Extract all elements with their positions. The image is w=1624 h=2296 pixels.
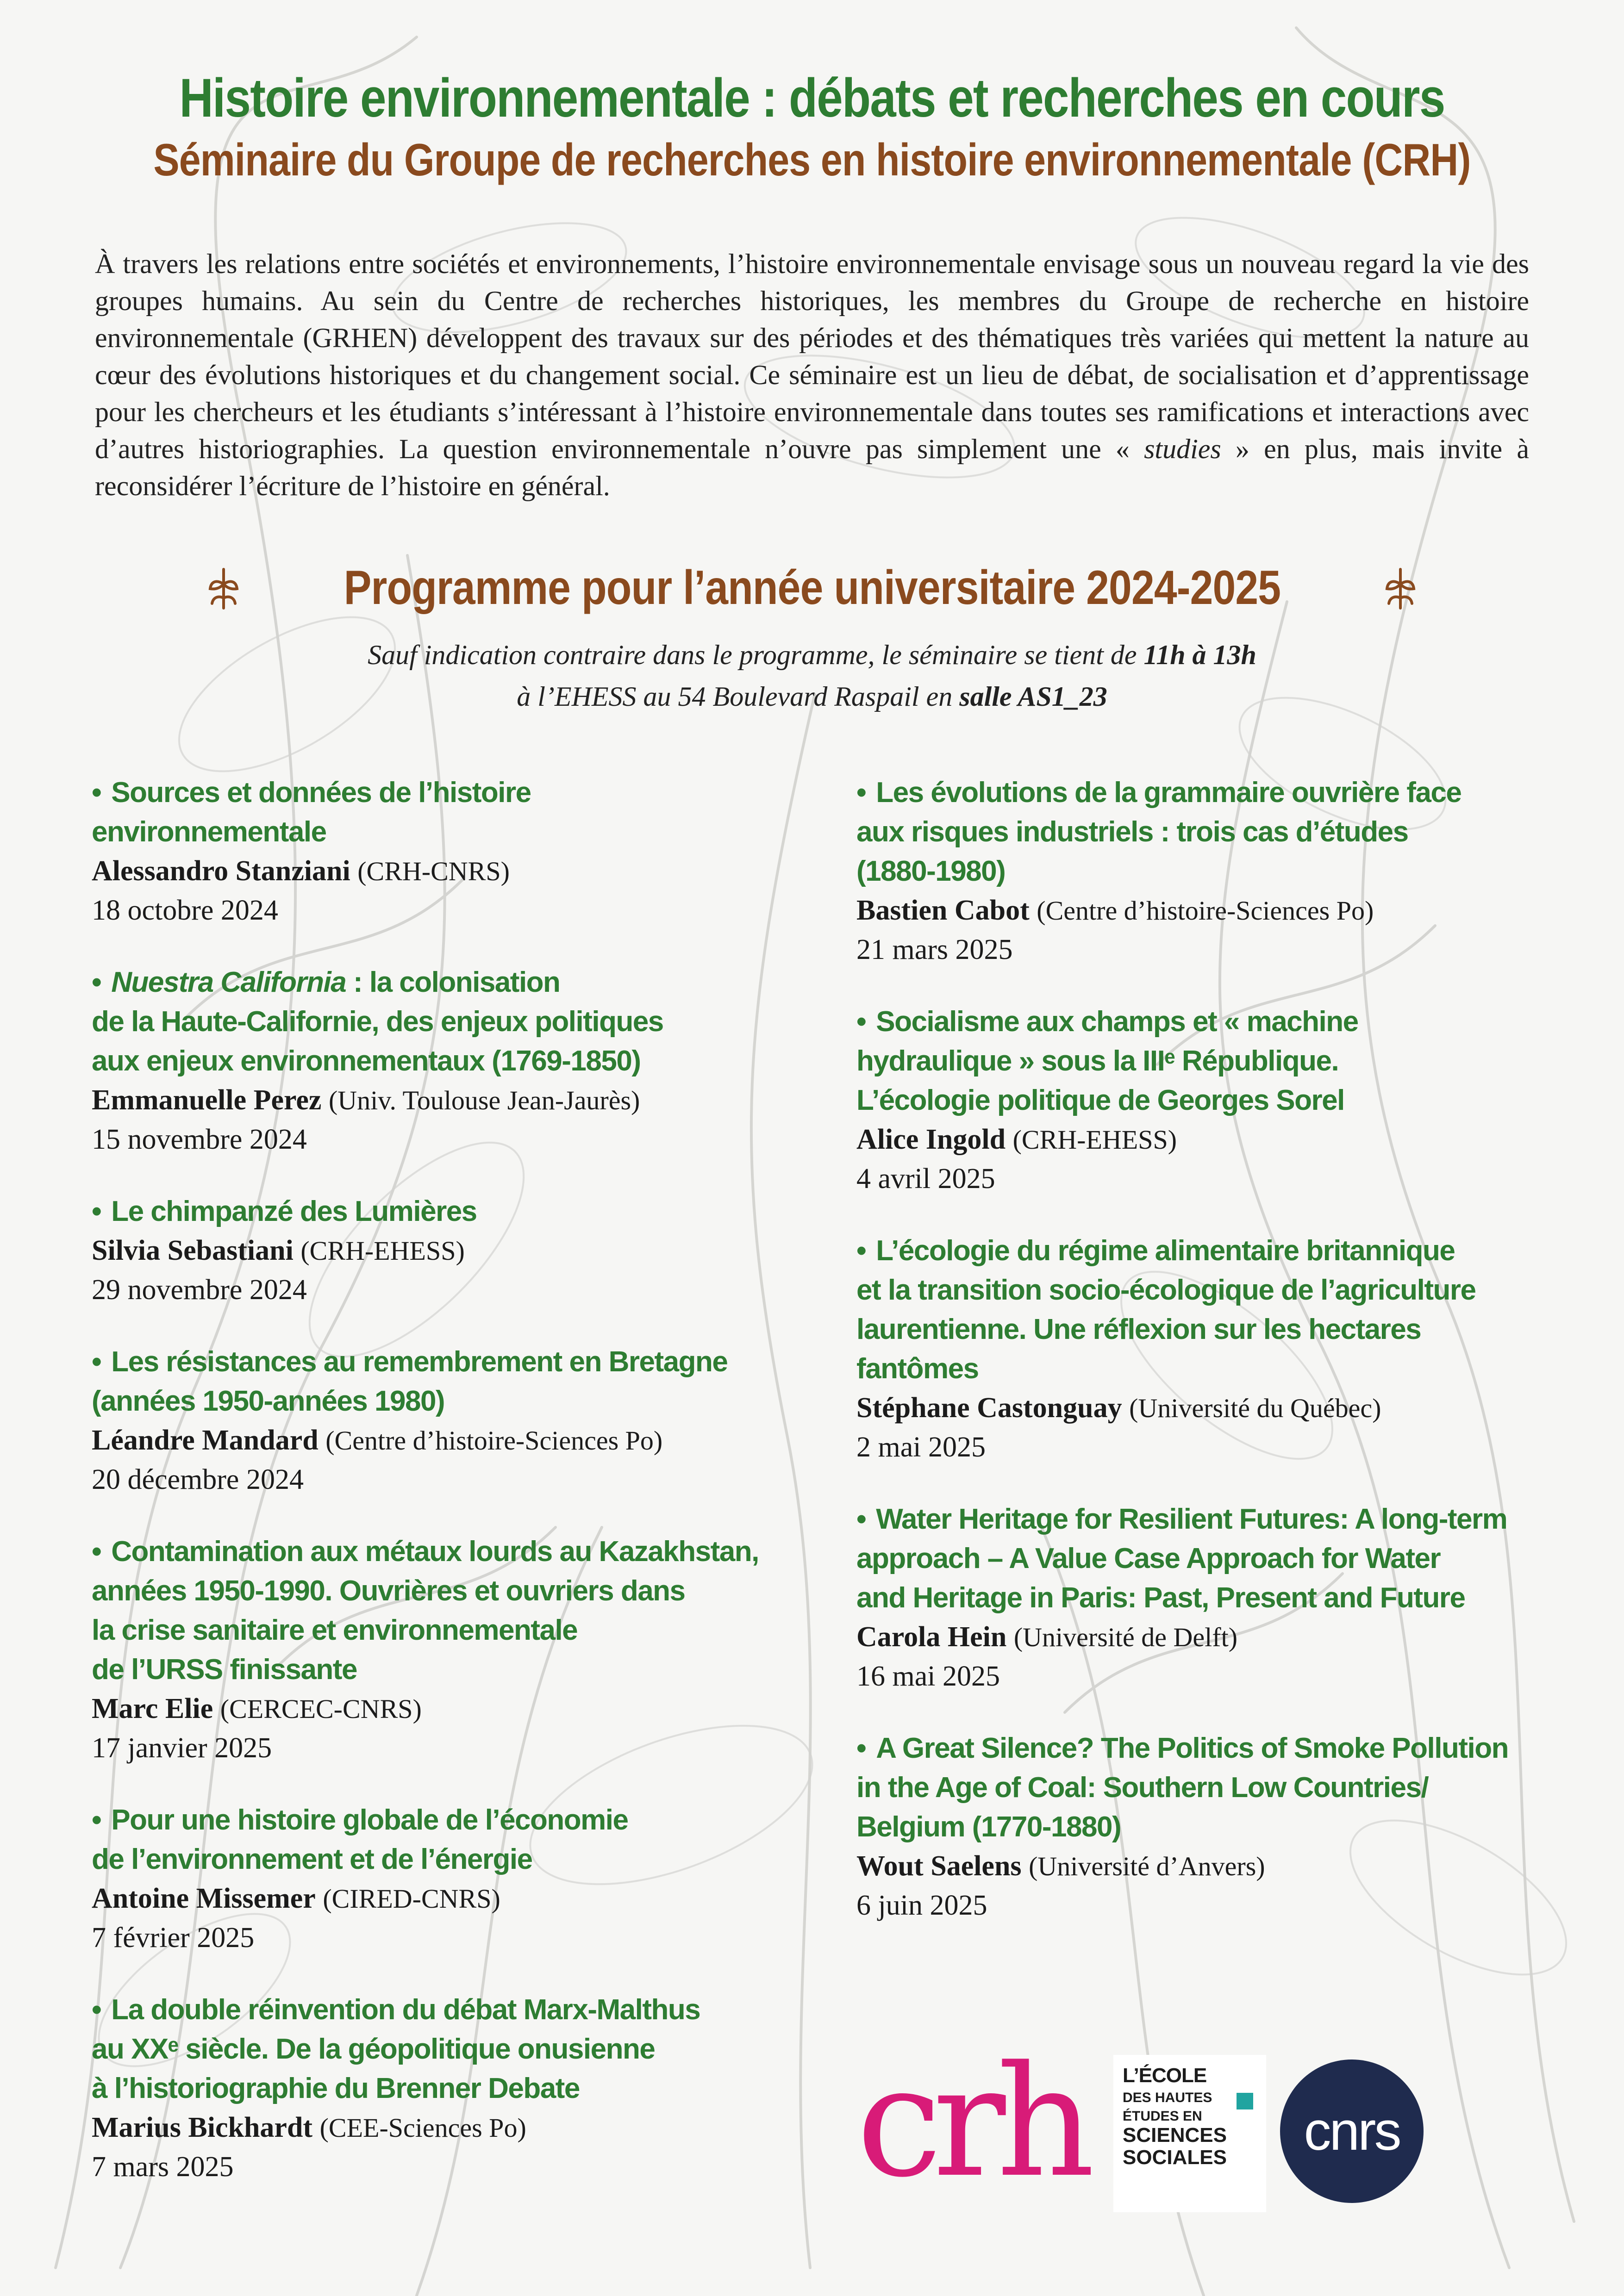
- seminar-title-text: Water Heritage for Resilient Futures: A long-term approach – A Value Case Approach for Water and Heritage in Paris: Past, Present and Future: [856, 1503, 1507, 1614]
- seminar-title: [856, 1729, 1579, 1847]
- schedule-location-text: à l’EHESS au 54 Boulevard Raspail en: [517, 681, 960, 712]
- seminar-date: 4 avril 2025: [856, 1163, 995, 1195]
- speaker-affiliation: (CEE-Sciences Po): [319, 2113, 526, 2143]
- seminar-title-text: Les résistances au remembrement en Bretagne (années 1950-années 1980): [92, 1346, 728, 1417]
- speaker-affiliation: (CERCEC-CNRS): [220, 1694, 422, 1724]
- seminar-date: 7 février 2025: [92, 1922, 255, 1954]
- ehess-logo-line: L’ÉCOLE: [1123, 2064, 1207, 2087]
- seminar-title-text: L’écologie du régime alimentaire britannique et la transition socio-écologique de l’agriculture laurentienne. Une réflexion sur les hectares fantômes: [856, 1235, 1476, 1385]
- seminar-title: [92, 1342, 814, 1421]
- seminar-speaker: [856, 1847, 1579, 1886]
- seminar-title: [856, 1231, 1579, 1388]
- page-title: Histoire environnementale : débats et recherches en cours: [179, 68, 1445, 129]
- seminar-date: 20 décembre 2024: [92, 1464, 304, 1495]
- programme-title: Programme pour l’année universitaire 2024-2025: [344, 560, 1280, 615]
- bullet-icon: •: [856, 777, 866, 809]
- seminar-title: [856, 773, 1579, 891]
- ehess-logo-line: ÉTUDES EN: [1123, 2109, 1202, 2124]
- speaker-affiliation: (Centre d’histoire-Sciences Po): [1037, 896, 1374, 926]
- seminar-title: [92, 1532, 814, 1689]
- seminar-entry: [92, 773, 814, 930]
- seminar-date: 18 octobre 2024: [92, 895, 278, 926]
- ehess-square-icon: [1237, 2093, 1253, 2109]
- partner-logos: [856, 2033, 1505, 2231]
- seminar-entry: [92, 1532, 814, 1768]
- ehess-logo: [1113, 2055, 1266, 2212]
- speaker-name: Silvia Sebastiani: [92, 1235, 294, 1266]
- seminar-speaker: [856, 891, 1579, 930]
- seminar-title: [92, 773, 814, 852]
- seminar-speaker: [92, 852, 814, 891]
- seminar-speaker: [856, 1618, 1579, 1657]
- seminar-speaker: [856, 1388, 1579, 1428]
- seminar-title-text: A Great Silence? The Politics of Smoke Pollution in the Age of Coal: Southern Low Countries/ Belgium (1770-1880): [856, 1732, 1508, 1843]
- bullet-icon: •: [856, 1235, 866, 1267]
- bullet-icon: •: [856, 1732, 866, 1764]
- seminar-title-text: Pour une histoire globale de l’économie de l’environnement et de l’énergie: [92, 1804, 628, 1875]
- cnrs-logo: cnrs: [1280, 2060, 1424, 2203]
- ehess-logo-line: DES HAUTES: [1123, 2090, 1212, 2105]
- speaker-name: Carola Hein: [856, 1621, 1007, 1653]
- seminar-title-text: Le chimpanzé des Lumières: [111, 1195, 477, 1227]
- seminar-title-italic: Nuestra California: [111, 966, 346, 998]
- seminar-speaker: [92, 1689, 814, 1729]
- seminar-date: 16 mai 2025: [856, 1661, 1000, 1692]
- seminar-title-text: Socialisme aux champs et « machine hydraulique » sous la IIIᵉ République. L’écologie politique de Georges Sorel: [856, 1006, 1358, 1116]
- intro-text-start: À travers les relations entre sociétés et environnements, l’histoire environnementale envisage sous un nouveau regard la vie des groupes humains. Au sein du Centre de recherches historiques, les membres du Groupe de recherche en histoire environnementale (GRHEN) développent des travaux sur des périodes et des thématiques très variées qui mettent la nature au cœur des évolutions historiques et du changement social. Ce séminaire est un lieu de débat, de socialisation et d’apprentissage pour les chercheurs et les étudiants s’intéressant à l’histoire environnementale dans toutes ses ramifications et interactions avec d’autres historiographies. La question environnementale n’ouvre pas simplement une «: [95, 249, 1529, 464]
- speaker-name: Antoine Missemer: [92, 1883, 316, 1914]
- speaker-affiliation: (CIRED-CNRS): [323, 1884, 500, 1914]
- crh-logo: crh: [856, 2033, 1086, 2211]
- seminar-entry: [856, 1729, 1579, 1925]
- seminar-date: 6 juin 2025: [856, 1890, 987, 1921]
- speaker-affiliation: (Université de Delft): [1013, 1622, 1238, 1652]
- seminar-title: [92, 1192, 814, 1231]
- seminar-date: 2 mai 2025: [856, 1431, 986, 1463]
- schedule-note: [0, 634, 1624, 717]
- speaker-affiliation: (CRH-CNRS): [357, 856, 510, 886]
- seminar-entry: [856, 1231, 1579, 1467]
- speaker-name: Stéphane Castonguay: [856, 1392, 1122, 1424]
- seminar-date: 29 novembre 2024: [92, 1274, 307, 1306]
- speaker-affiliation: (CRH-EHESS): [1012, 1125, 1177, 1155]
- bullet-icon: •: [856, 1503, 866, 1535]
- ehess-logo-line: SCIENCES: [1123, 2124, 1227, 2147]
- speaker-affiliation: (Université du Québec): [1129, 1393, 1381, 1423]
- speaker-name: Emmanuelle Perez: [92, 1084, 322, 1116]
- seminar-title-text: Contamination aux métaux lourds au Kazakhstan, années 1950-1990. Ouvrières et ouvriers dans la crise sanitaire et environnementale de l’URSS finissante: [92, 1536, 759, 1686]
- schedule-time: 11h à 13h: [1143, 640, 1256, 670]
- schedule-note-text: Sauf indication contraire dans le programme, le séminaire se tient de: [368, 640, 1144, 670]
- seminar-speaker: [92, 1081, 814, 1120]
- speaker-affiliation: (Univ. Toulouse Jean-Jaurès): [328, 1085, 640, 1115]
- speaker-affiliation: (CRH-EHESS): [300, 1236, 465, 1266]
- schedule-room: salle AS1_23: [959, 681, 1107, 712]
- seminar-speaker: [92, 1231, 814, 1270]
- seminar-entry: [92, 963, 814, 1159]
- bullet-icon: •: [92, 1994, 101, 2026]
- bullet-icon: •: [92, 1536, 101, 1568]
- bullet-icon: •: [92, 1346, 101, 1378]
- speaker-name: Wout Saelens: [856, 1850, 1022, 1882]
- seminar-entry: [856, 1002, 1579, 1199]
- speaker-name: Marius Bickhardt: [92, 2112, 313, 2143]
- programme-header: [0, 553, 1624, 622]
- bullet-icon: •: [92, 1804, 101, 1836]
- seminar-title-text: La double réinvention du débat Marx-Malthus au XXᵉ siècle. De la géopolitique onusienne à l’historiographie du Brenner Debate: [92, 1994, 700, 2104]
- intro-text-end: » en plus, mais invite à reconsidérer l’écriture de l’histoire en général.: [95, 434, 1529, 501]
- schedule-note-line1: [0, 634, 1624, 676]
- bullet-icon: •: [92, 1195, 101, 1227]
- schedule-note-line2: [0, 676, 1624, 717]
- seminar-entry: [92, 1342, 814, 1500]
- bullet-icon: •: [92, 777, 101, 809]
- speaker-name: Alessandro Stanziani: [92, 855, 350, 887]
- bullet-icon: •: [92, 966, 101, 998]
- intro-studies-word: studies: [1144, 434, 1221, 464]
- seminar-title: [856, 1500, 1579, 1618]
- speaker-name: Marc Elie: [92, 1693, 213, 1724]
- seminar-entry: [856, 773, 1579, 970]
- seminar-title: [92, 1990, 814, 2108]
- fleuron-icon: [207, 566, 240, 610]
- speaker-name: Bastien Cabot: [856, 895, 1030, 926]
- programme-column-left: [92, 773, 814, 2219]
- seminar-speaker: [92, 1421, 814, 1460]
- seminar-title: [92, 1800, 814, 1879]
- seminar-speaker: [856, 1120, 1579, 1159]
- programme-column-right: [856, 773, 1579, 1958]
- seminar-speaker: [92, 2108, 814, 2147]
- speaker-affiliation: (Centre d’histoire-Sciences Po): [325, 1425, 663, 1456]
- speaker-affiliation: (Université d’Anvers): [1029, 1851, 1265, 1881]
- seminar-date: 7 mars 2025: [92, 2151, 234, 2183]
- seminar-title: [92, 963, 814, 1081]
- seminar-title-text: : la colonisation de la Haute-Californie, des enjeux politiques aux enjeux environnementaux (1769-1850): [92, 966, 663, 1077]
- seminar-title-text: Les évolutions de la grammaire ouvrière face aux risques industriels : trois cas d’études (1880-1980): [856, 777, 1462, 887]
- bullet-icon: •: [856, 1006, 866, 1038]
- seminar-title-text: Sources et données de l’histoire environnementale: [92, 777, 531, 848]
- seminar-date: 17 janvier 2025: [92, 1732, 272, 1764]
- intro-paragraph: [95, 245, 1529, 504]
- fleuron-icon: [1384, 566, 1417, 610]
- seminar-date: 21 mars 2025: [856, 934, 1013, 965]
- speaker-name: Alice Ingold: [856, 1124, 1006, 1155]
- seminar-speaker: [92, 1879, 814, 1918]
- seminar-entry: [92, 1800, 814, 1958]
- seminar-entry: [92, 1192, 814, 1310]
- seminar-title: [856, 1002, 1579, 1120]
- seminar-date: 15 novembre 2024: [92, 1124, 307, 1155]
- seminar-entry: [856, 1500, 1579, 1696]
- speaker-name: Léandre Mandard: [92, 1425, 319, 1456]
- ehess-logo-line: SOCIALES: [1123, 2146, 1227, 2169]
- seminar-entry: [92, 1990, 814, 2187]
- page-subtitle: Séminaire du Groupe de recherches en histoire environnementale (CRH): [153, 134, 1471, 185]
